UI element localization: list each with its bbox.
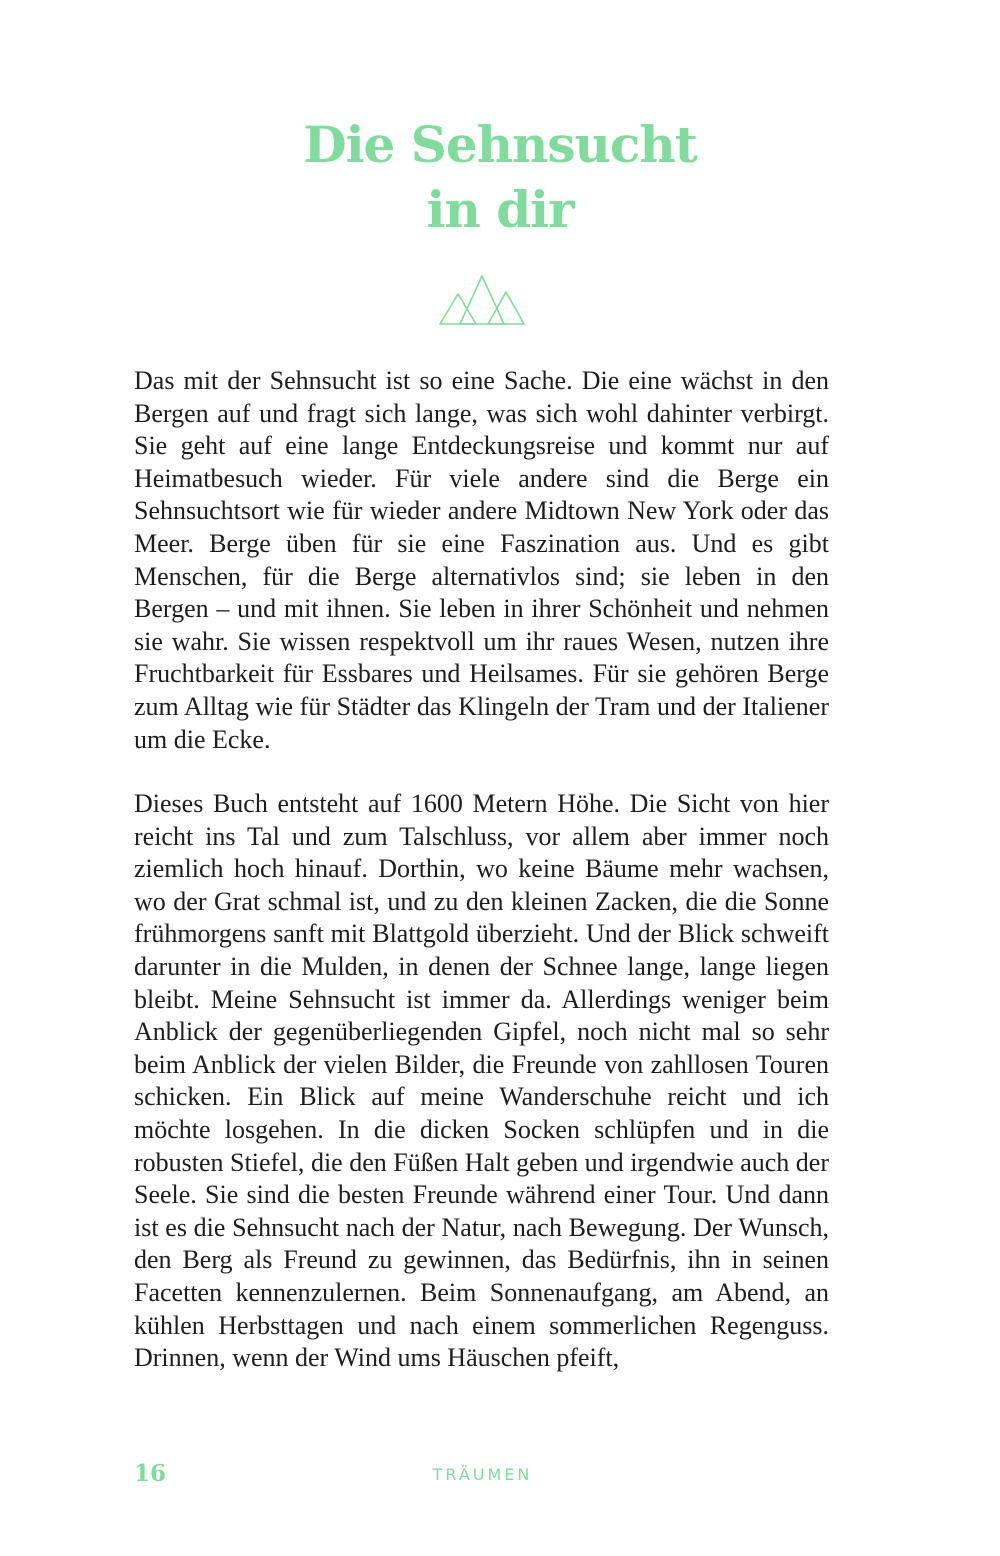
chapter-title-line-1: Die Sehnsucht	[303, 115, 697, 174]
chapter-title-line-2: in dir	[426, 180, 574, 239]
running-head: TRÄUMEN	[432, 1465, 533, 1484]
body-paragraph-1: Das mit der Sehnsucht ist so eine Sache. Die eine wächst in den Bergen auf und fragt sich lange, was sich wohl dahinter verbirgt. Sie geht auf eine lange Entdeckungsreise und kommt nur auf Heimatbesuch wieder. Für viele andere sind die Berge ein Sehnsuchtsort wie für wieder andere Midtown New York oder das Meer. Berge üben für sie eine Faszination aus. Und es gibt Menschen, für die Berge alternativlos sind; sie leben in den Bergen – und mit ihnen. Sie leben in ihrer Schönheit und nehmen sie wahr. Sie wissen respektvoll um ihr raues Wesen, nutzen ihre Fruchtbarkeit für Essbares und Heilsames. Für sie gehören Berge zum Alltag wie für Städter das Klingeln der Tram und der Italiener um die Ecke.	[134, 366, 829, 754]
mountains-icon	[436, 272, 528, 328]
body-paragraph-2: Dieses Buch entsteht auf 1600 Metern Höhe. Die Sicht von hier reicht ins Tal und zum Talschluss, vor allem aber immer noch ziemlich hoch hinauf. Dorthin, wo keine Bäume mehr wachsen, wo der Grat schmal ist, und zu den kleinen Zacken, die die Sonne frühmorgens sanft mit Blattgold überzieht. Und der Blick schweift darunter in die Mulden, in denen der Schnee lange, lange liegen bleibt. Meine Sehnsucht ist immer da. Allerdings weniger beim Anblick der gegenüberliegenden Gipfel, noch nicht mal so sehr beim Anblick der vielen Bilder, die Freunde von zahllosen Touren schicken. Ein Blick auf meine Wanderschuhe reicht und ich möchte losgehen. In die dicken Socken schlüpfen und in die robusten Stiefel, die den Füßen Halt geben und irgendwie auch der Seele. Sie sind die besten Freunde während einer Tour. Und dann ist es die Sehnsucht nach der Natur, nach Bewegung. Der Wunsch, den Berg als Freund zu gewinnen, das Bedürfnis, ihn in seinen Facetten kennenzulernen. Beim Sonnenaufgang, am Abend, an kühlen Herbsttagen und nach einem sommerlichen Regenguss. Drinnen, wenn der Wind ums Häuschen pfeift,	[134, 789, 829, 1373]
page-number: 16	[134, 1460, 167, 1487]
chapter-title	[0, 112, 1000, 242]
